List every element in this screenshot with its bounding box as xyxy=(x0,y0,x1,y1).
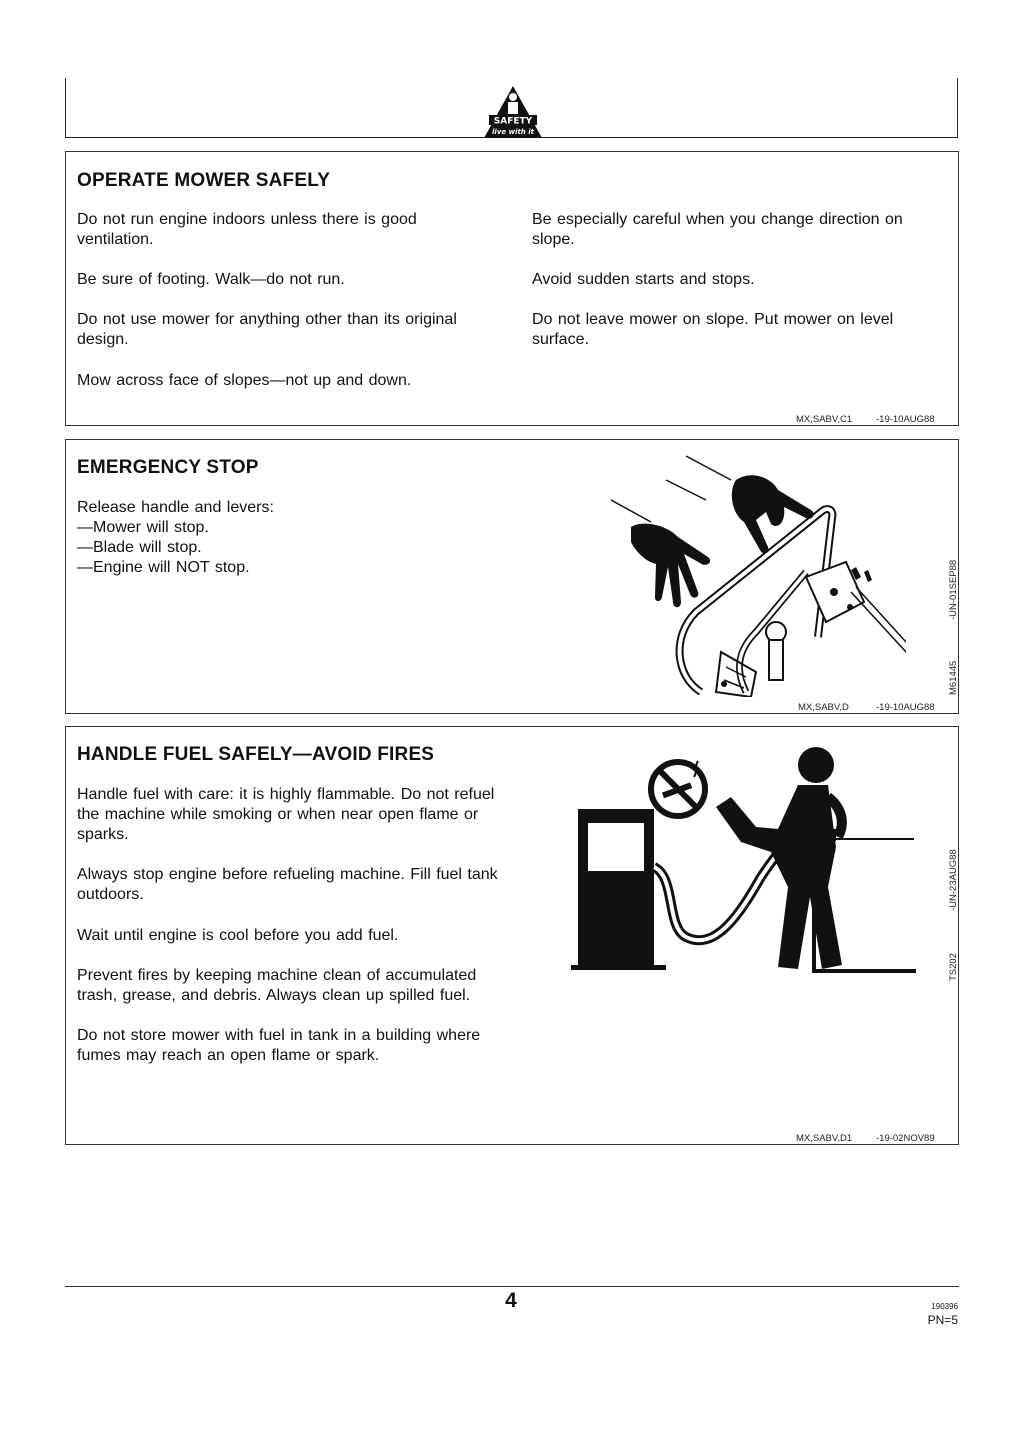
logo-line1: SAFETY xyxy=(493,116,533,127)
figure-id: M61445 xyxy=(948,660,959,695)
page-number: 4 xyxy=(505,1289,517,1312)
section-emergency-stop xyxy=(65,439,959,714)
paragraph: Be especially careful when you change direction on slope. xyxy=(532,211,903,248)
doc-number: 190396 xyxy=(931,1302,958,1311)
section-code: MX,SABV,D xyxy=(798,702,849,713)
pn-label: PN=5 xyxy=(927,1313,958,1327)
paragraph: Mow across face of slopes—not up and down. xyxy=(77,372,412,389)
intro-text: Release handle and levers: xyxy=(77,499,274,516)
list-item: —Mower will stop. xyxy=(77,519,209,536)
section-code: MX,SABV,C1 xyxy=(796,414,853,425)
paragraph: Be sure of footing. Walk—do not run. xyxy=(77,271,345,288)
section-handle-fuel-safely xyxy=(65,726,959,1145)
emergency-stop-illustration-icon xyxy=(606,452,906,697)
section-title: EMERGENCY STOP xyxy=(77,457,259,478)
figure-date: -UN-01SEP88 xyxy=(948,559,959,620)
paragraph: Do not use mower for anything other than its original design. xyxy=(77,311,457,348)
safety-logo-icon xyxy=(482,84,544,140)
paragraph: Handle fuel with care: it is highly flammable. Do not refuel the machine while smoking or when near open flame or sparks. xyxy=(77,786,495,843)
paragraph: Do not leave mower on slope. Put mower on level surface. xyxy=(532,311,894,348)
section-code-date: -19-10AUG88 xyxy=(876,414,935,425)
section-title: OPERATE MOWER SAFELY xyxy=(77,170,331,191)
section-code-date: -19-02NOV89 xyxy=(876,1133,935,1144)
figure-id: TS202 xyxy=(948,953,959,981)
list-item: —Blade will stop. xyxy=(77,539,202,556)
list-item: —Engine will NOT stop. xyxy=(77,559,250,576)
refueling-illustration-icon xyxy=(566,737,936,977)
section-code-date: -19-10AUG88 xyxy=(876,702,935,713)
figure-date: -UN-23AUG88 xyxy=(948,849,959,911)
paragraph: Wait until engine is cool before you add fuel. xyxy=(77,927,399,944)
paragraph: Avoid sudden starts and stops. xyxy=(532,271,755,288)
section-operate-mower-safely xyxy=(65,151,959,426)
logo-line2: live with it xyxy=(492,128,534,136)
section-title: HANDLE FUEL SAFELY—AVOID FIRES xyxy=(77,744,435,765)
paragraph: Do not store mower with fuel in tank in a building where fumes may reach an open flame or spark. xyxy=(77,1027,481,1064)
footer-rule xyxy=(65,1286,959,1287)
section-code: MX,SABV,D1 xyxy=(796,1133,853,1144)
paragraph: Do not run engine indoors unless there is good ventilation. xyxy=(77,211,417,248)
paragraph: Prevent fires by keeping machine clean of accumulated trash, grease, and debris. Always clean up spilled fuel. xyxy=(77,967,477,1004)
paragraph: Always stop engine before refueling machine. Fill fuel tank outdoors. xyxy=(77,866,498,903)
